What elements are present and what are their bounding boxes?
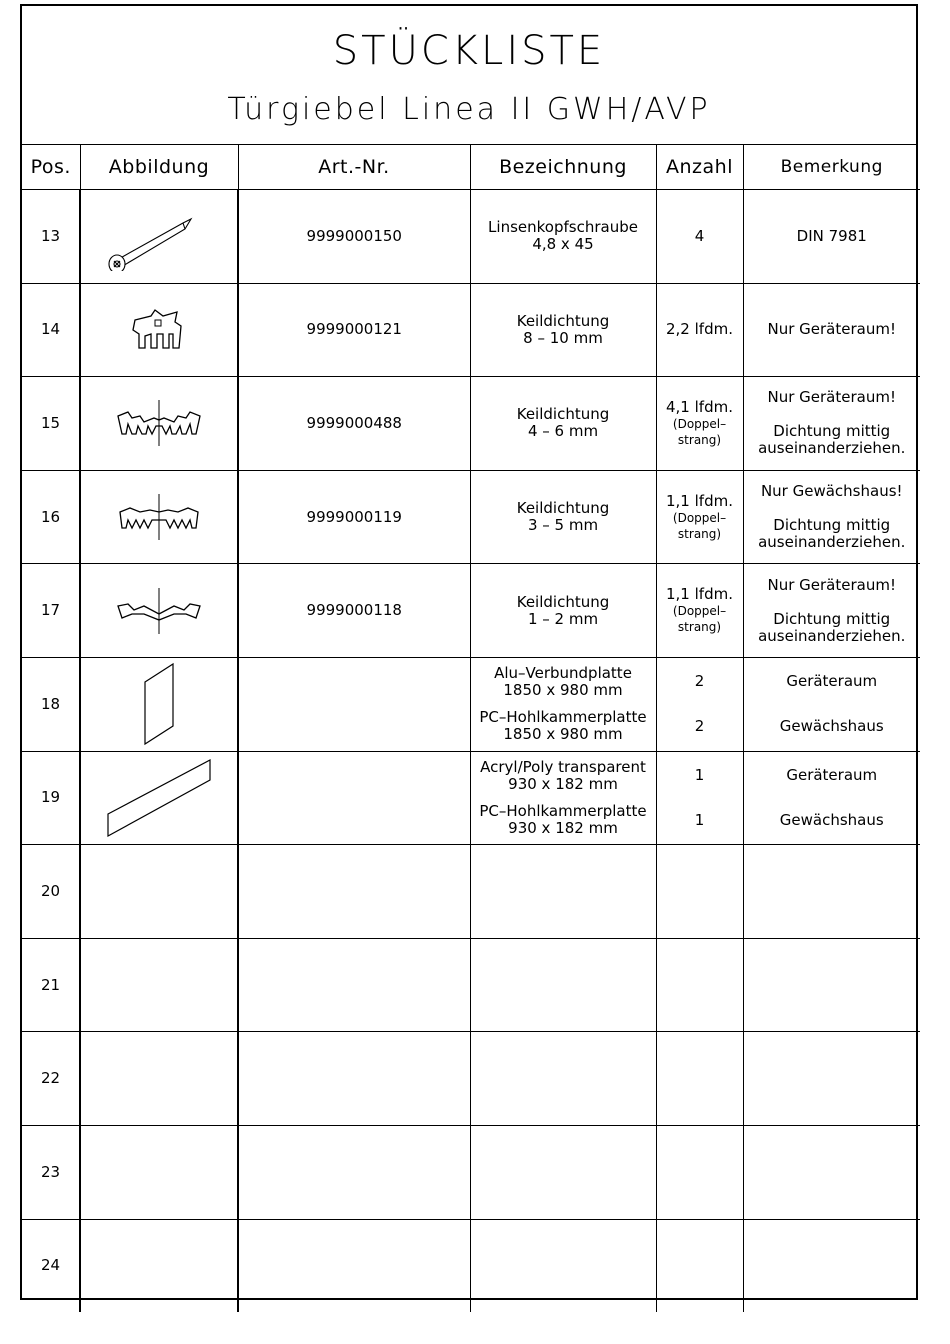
image-cell xyxy=(80,938,238,1032)
bemerkung-line: auseinanderziehen. xyxy=(758,439,906,458)
wedge-seal-double-icon xyxy=(114,492,204,542)
anzahl-cell: 2,2 lfdm. xyxy=(656,283,743,377)
table-row xyxy=(22,1219,920,1312)
bezeichnung-line: Acryl/Poly transparent xyxy=(480,757,646,776)
bemerkung-cell xyxy=(743,1125,920,1219)
bemerkung-line: Gewächshaus xyxy=(779,717,884,736)
wedge-seal-double-icon xyxy=(114,398,204,448)
anzahl-cell xyxy=(656,938,743,1032)
anzahl-cell xyxy=(656,377,743,471)
pos-cell: 18 xyxy=(22,657,80,751)
art-nr-cell: 9999000150 xyxy=(238,190,470,284)
art-nr-cell: 9999000119 xyxy=(238,470,470,564)
art-nr-cell xyxy=(238,1219,470,1312)
col-header-abbildung: Abbildung xyxy=(80,145,238,190)
table-row xyxy=(22,751,920,845)
bezeichnung-cell xyxy=(470,1032,656,1126)
page-subtitle: Türgiebel Linea II GWH/AVP xyxy=(227,92,711,127)
bezeichnung-line: 1850 x 980 mm xyxy=(503,725,623,744)
bemerkung-line: Geräteraum xyxy=(786,765,878,784)
anzahl-note: (Doppel– xyxy=(672,604,727,619)
anzahl-line: 1,1 lfdm. xyxy=(666,585,733,604)
pos-cell: 16 xyxy=(22,470,80,564)
anzahl-line: 1,1 lfdm. xyxy=(666,491,733,510)
bemerkung-cell xyxy=(743,1032,920,1126)
image-cell xyxy=(80,845,238,939)
wedge-seal-large-icon xyxy=(129,308,189,352)
bemerkung-line: Geräteraum xyxy=(786,672,878,691)
bezeichnung-cell xyxy=(470,283,656,377)
pos-cell: 24 xyxy=(22,1219,80,1312)
bemerkung-cell xyxy=(743,938,920,1032)
pos-cell: 23 xyxy=(22,1125,80,1219)
strip-panel-icon xyxy=(104,754,214,842)
image-cell xyxy=(80,470,238,564)
art-nr-cell xyxy=(238,938,470,1032)
pos-cell: 22 xyxy=(22,1032,80,1126)
table-row xyxy=(22,657,920,751)
bemerkung-line: auseinanderziehen. xyxy=(758,626,906,645)
bezeichnung-line: PC–Hohlkammerplatte xyxy=(479,801,647,820)
bemerkung-cell: Nur Geräteraum! xyxy=(743,283,920,377)
image-cell xyxy=(80,377,238,471)
art-nr-cell: 9999000488 xyxy=(238,377,470,471)
art-nr-cell xyxy=(238,845,470,939)
anzahl-cell: 4 xyxy=(656,190,743,284)
bemerkung-cell xyxy=(743,377,920,471)
wedge-seal-thin-icon xyxy=(114,586,204,636)
table-row xyxy=(22,190,920,284)
bezeichnung-cell xyxy=(470,1125,656,1219)
bemerkung-cell xyxy=(743,845,920,939)
bezeichnung-cell xyxy=(470,845,656,939)
bemerkung-line: Dichtung mittig xyxy=(773,609,891,628)
table-row xyxy=(22,1032,920,1126)
bemerkung-line: auseinanderziehen. xyxy=(758,533,906,552)
bezeichnung-line: 1850 x 980 mm xyxy=(503,681,623,700)
image-cell xyxy=(80,564,238,658)
anzahl-cell xyxy=(656,470,743,564)
image-cell xyxy=(80,751,238,845)
anzahl-cell xyxy=(656,1125,743,1219)
anzahl-note: (Doppel– xyxy=(672,416,727,431)
anzahl-line: 1 xyxy=(694,765,705,784)
bezeichnung-line: PC–Hohlkammerplatte xyxy=(479,708,647,727)
bezeichnung-cell xyxy=(470,1219,656,1312)
bezeichnung-line: Keildichtung xyxy=(516,405,610,424)
page-title: STÜCKLISTE xyxy=(332,28,606,74)
col-header-bezeichnung: Bezeichnung xyxy=(470,145,656,190)
image-cell xyxy=(80,1219,238,1312)
art-nr-cell: 9999000121 xyxy=(238,283,470,377)
bezeichnung-cell xyxy=(470,751,656,845)
bezeichnung-line: 3 – 5 mm xyxy=(527,516,599,535)
table-header-row xyxy=(22,145,920,190)
anzahl-line: 1 xyxy=(694,810,705,829)
bezeichnung-line: 930 x 182 mm xyxy=(508,774,618,793)
anzahl-note: strang) xyxy=(677,526,722,541)
col-header-pos: Pos. xyxy=(22,145,80,190)
bemerkung-line: Nur Geräteraum! xyxy=(767,575,896,594)
image-cell xyxy=(80,283,238,377)
pos-cell: 14 xyxy=(22,283,80,377)
anzahl-note: strang) xyxy=(677,432,722,447)
table-row xyxy=(22,1125,920,1219)
bezeichnung-cell xyxy=(470,377,656,471)
bezeichnung-line: Alu–Verbundplatte xyxy=(494,664,632,683)
bezeichnung-line: 4 – 6 mm xyxy=(527,422,599,441)
anzahl-cell xyxy=(656,564,743,658)
pos-cell: 13 xyxy=(22,190,80,284)
bezeichnung-cell xyxy=(470,190,656,284)
bezeichnung-line: 930 x 182 mm xyxy=(508,818,618,837)
art-nr-cell xyxy=(238,751,470,845)
art-nr-cell xyxy=(238,1032,470,1126)
parts-list-sheet xyxy=(20,4,918,1300)
bezeichnung-cell xyxy=(470,470,656,564)
pos-cell: 19 xyxy=(22,751,80,845)
image-cell xyxy=(80,657,238,751)
bemerkung-cell xyxy=(743,657,920,751)
table-row xyxy=(22,845,920,939)
image-cell xyxy=(80,190,238,284)
table-row xyxy=(22,470,920,564)
art-nr-cell xyxy=(238,1125,470,1219)
anzahl-cell xyxy=(656,1032,743,1126)
screw-icon xyxy=(99,201,219,271)
bezeichnung-cell xyxy=(470,657,656,751)
image-cell xyxy=(80,1032,238,1126)
art-nr-cell: 9999000118 xyxy=(238,564,470,658)
bezeichnung-cell xyxy=(470,938,656,1032)
table-row xyxy=(22,283,920,377)
bezeichnung-line: Keildichtung xyxy=(516,499,610,518)
anzahl-line: 2 xyxy=(694,717,705,736)
bezeichnung-line: Keildichtung xyxy=(516,311,610,330)
art-nr-cell xyxy=(238,657,470,751)
table-row xyxy=(22,938,920,1032)
anzahl-cell xyxy=(656,845,743,939)
bemerkung-cell xyxy=(743,1219,920,1312)
table-row xyxy=(22,564,920,658)
col-header-anzahl: Anzahl xyxy=(656,145,743,190)
anzahl-line: 4,1 lfdm. xyxy=(666,397,733,416)
bezeichnung-line: 4,8 x 45 xyxy=(532,235,594,254)
panel-icon xyxy=(129,660,189,748)
col-header-bemerkung: Bemerkung xyxy=(743,145,920,190)
col-header-art-nr: Art.-Nr. xyxy=(238,145,470,190)
parts-table xyxy=(22,145,920,1312)
table-row xyxy=(22,377,920,471)
bemerkung-cell xyxy=(743,564,920,658)
bemerkung-cell: DIN 7981 xyxy=(743,190,920,284)
pos-cell: 20 xyxy=(22,845,80,939)
bemerkung-line: Nur Geräteraum! xyxy=(767,388,896,407)
bemerkung-line: Dichtung mittig xyxy=(773,422,891,441)
pos-cell: 21 xyxy=(22,938,80,1032)
bemerkung-line: Nur Gewächshaus! xyxy=(760,482,903,501)
anzahl-line: 2 xyxy=(694,672,705,691)
bemerkung-cell xyxy=(743,470,920,564)
anzahl-note: strang) xyxy=(677,620,722,635)
bezeichnung-line: Linsenkopfschraube xyxy=(488,218,638,237)
bezeichnung-line: 8 – 10 mm xyxy=(523,328,603,347)
bemerkung-line: Dichtung mittig xyxy=(773,516,891,535)
pos-cell: 17 xyxy=(22,564,80,658)
anzahl-cell xyxy=(656,657,743,751)
image-cell xyxy=(80,1125,238,1219)
anzahl-note: (Doppel– xyxy=(672,510,727,525)
anzahl-cell xyxy=(656,1219,743,1312)
bezeichnung-line: Keildichtung xyxy=(516,592,610,611)
bezeichnung-line: 1 – 2 mm xyxy=(527,609,599,628)
header xyxy=(22,6,916,145)
bemerkung-cell xyxy=(743,751,920,845)
bezeichnung-cell xyxy=(470,564,656,658)
anzahl-cell xyxy=(656,751,743,845)
bemerkung-line: Gewächshaus xyxy=(779,810,884,829)
pos-cell: 15 xyxy=(22,377,80,471)
